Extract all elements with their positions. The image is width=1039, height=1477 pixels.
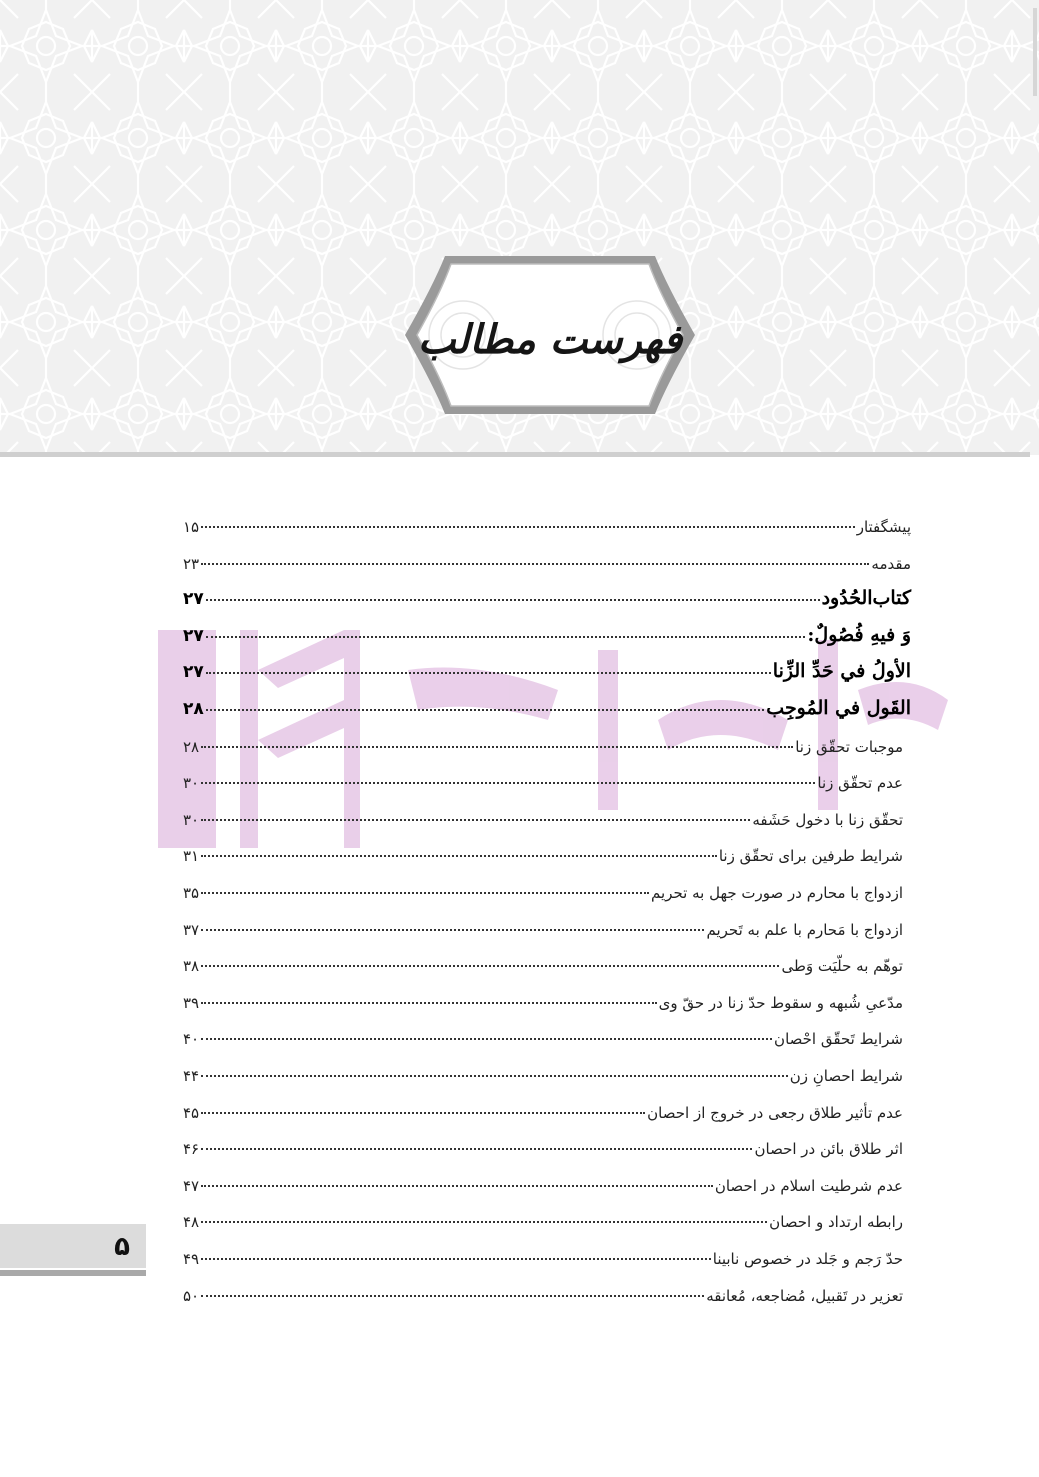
toc-entry[interactable] xyxy=(183,1086,911,1122)
toc-entry-title: ازدواج با محارم در صورت جهل به تحریم xyxy=(651,884,903,902)
header-divider xyxy=(0,452,1030,457)
toc-entry-page: ۳۵ xyxy=(183,884,200,902)
toc-entry[interactable] xyxy=(183,756,911,792)
toc-dot-leader xyxy=(201,892,649,894)
toc-dot-leader xyxy=(201,819,750,821)
toc-dot-leader xyxy=(206,709,765,711)
toc-entry-title: شرایط طرفین برای تحقّق زنا xyxy=(718,847,903,866)
toc-dot-leader xyxy=(201,965,779,967)
toc-entry[interactable] xyxy=(183,720,911,756)
toc-entry-page: ۳۱ xyxy=(183,847,200,866)
toc-entry[interactable] xyxy=(183,683,911,719)
toc-dot-leader xyxy=(201,1258,711,1260)
toc-entry-title: ازدواج با مَحارم با علم به تَحریم xyxy=(706,920,903,939)
toc-dot-leader xyxy=(201,1038,772,1040)
toc-dot-leader xyxy=(201,1148,752,1150)
toc-entry[interactable] xyxy=(183,1232,911,1268)
toc-entry-title: حدّ رَجم و جَلد در خصوص نابینا xyxy=(712,1250,903,1268)
toc-dot-leader xyxy=(206,636,806,638)
toc-entry-page: ۳۰ xyxy=(183,810,200,829)
toc-entry[interactable] xyxy=(183,793,911,829)
toc-dot-leader xyxy=(206,599,820,601)
toc-entry-title: عدم شرطیت اسلام در احصان xyxy=(714,1176,903,1195)
toc-entry[interactable] xyxy=(183,976,911,1012)
toc-entry[interactable] xyxy=(183,866,911,902)
toc-entry-page: ۲۳ xyxy=(183,554,200,573)
toc-dot-leader xyxy=(201,746,793,748)
toc-dot-leader xyxy=(201,1075,788,1077)
toc-entry-page: ۲۸ xyxy=(183,737,200,756)
page-edge-marker xyxy=(1033,8,1037,96)
toc-dot-leader xyxy=(201,782,815,784)
toc-entry[interactable] xyxy=(183,903,911,939)
toc-entry-title: پیشگفتار xyxy=(856,518,911,536)
toc-entry-page: ۴۹ xyxy=(183,1250,200,1268)
toc-entry[interactable] xyxy=(183,1269,911,1305)
toc-entry[interactable] xyxy=(183,646,911,682)
toc-entry-page: ۳۸ xyxy=(183,957,200,976)
toc-entry-page: ۴۷ xyxy=(183,1176,200,1195)
toc-entry-page: ۴۰ xyxy=(183,1030,200,1049)
toc-entry[interactable] xyxy=(183,573,911,609)
toc-dot-leader xyxy=(201,1221,767,1223)
toc-entry-page: ۲۷ xyxy=(183,625,204,646)
toc-entry[interactable] xyxy=(183,1122,911,1158)
toc-entry-page: ۴۵ xyxy=(183,1103,200,1122)
toc-entry-title: تعزیر در تَقبیل، مُضاجعه، مُعانقه xyxy=(706,1286,903,1305)
toc-entry[interactable] xyxy=(183,1195,911,1231)
page-title: فهرست مطالب xyxy=(417,316,683,363)
toc-entry-page: ۲۷ xyxy=(183,662,204,683)
toc-dot-leader xyxy=(201,526,855,528)
page-number-tab-edge xyxy=(0,1270,146,1276)
toc-entry-title: اثر طلاق بائن در احصان xyxy=(754,1140,903,1159)
toc-entry[interactable] xyxy=(183,1012,911,1048)
toc-entry-title: عدم تأثیر طلاق رجعی در خروج از احصان xyxy=(647,1103,903,1122)
toc-entry[interactable] xyxy=(183,829,911,865)
toc-entry[interactable] xyxy=(183,1049,911,1085)
page-number: ۵ xyxy=(114,1232,130,1262)
toc-dot-leader xyxy=(201,929,704,931)
toc-entry-page: ۴۴ xyxy=(183,1067,200,1085)
toc-entry-title: كتاب‌الحُدُود xyxy=(821,587,911,610)
toc-entry-title: شرایط تَحقّق احْصان xyxy=(774,1030,903,1049)
toc-entry-title: القَول في المُوجِب xyxy=(766,697,911,719)
toc-entry-page: ۴۸ xyxy=(183,1213,200,1232)
toc-entry-title: مقدمه xyxy=(871,554,911,573)
toc-entry-title: شرایط احصانِ زن xyxy=(789,1067,903,1085)
toc-entry[interactable] xyxy=(183,537,911,573)
toc-entry-title: رابطه ارتداد و احصان xyxy=(769,1213,903,1232)
toc-entry-page: ۵۰ xyxy=(183,1286,200,1305)
toc-entry[interactable] xyxy=(183,1159,911,1195)
toc-entry-title: وَ فيهِ فُصُولٌ: xyxy=(807,623,911,646)
toc-dot-leader xyxy=(201,1112,645,1114)
toc-entry-page: ۲۸ xyxy=(183,699,204,719)
toc-entry-page: ۳۰ xyxy=(183,774,200,793)
toc-entry-title: توهّم به حلّیَت وَطی xyxy=(781,957,903,976)
toc-dot-leader xyxy=(201,563,869,565)
toc-entry-title: موجبات تحقّق زنا xyxy=(795,737,903,756)
toc-dot-leader xyxy=(206,672,771,674)
toc-entry-title: تحقّق زنا با دخول حَشَفه xyxy=(752,810,903,829)
toc-entry-page: ۱۵ xyxy=(183,518,200,536)
toc-entry-page: ۳۷ xyxy=(183,920,200,939)
toc-dot-leader xyxy=(201,855,717,857)
toc-entry[interactable] xyxy=(183,610,911,646)
toc-dot-leader xyxy=(201,1295,704,1297)
toc-dot-leader xyxy=(201,1002,656,1004)
toc-entry-page: ۲۷ xyxy=(183,589,204,610)
toc-entry[interactable] xyxy=(183,500,911,536)
toc-entry-title: عدم تحقّق زنا xyxy=(817,774,903,793)
toc-entry-title: مدّعیِ شُبهه و سقوط حدّ زنا در حقّ وی xyxy=(658,993,903,1012)
toc-entry-page: ۳۹ xyxy=(183,993,200,1012)
toc-entry-title: الأولُ في حَدِّ الزِّنا xyxy=(772,660,911,683)
toc-entry[interactable] xyxy=(183,939,911,975)
toc-entry-page: ۴۶ xyxy=(183,1140,200,1159)
toc-dot-leader xyxy=(201,1185,713,1187)
